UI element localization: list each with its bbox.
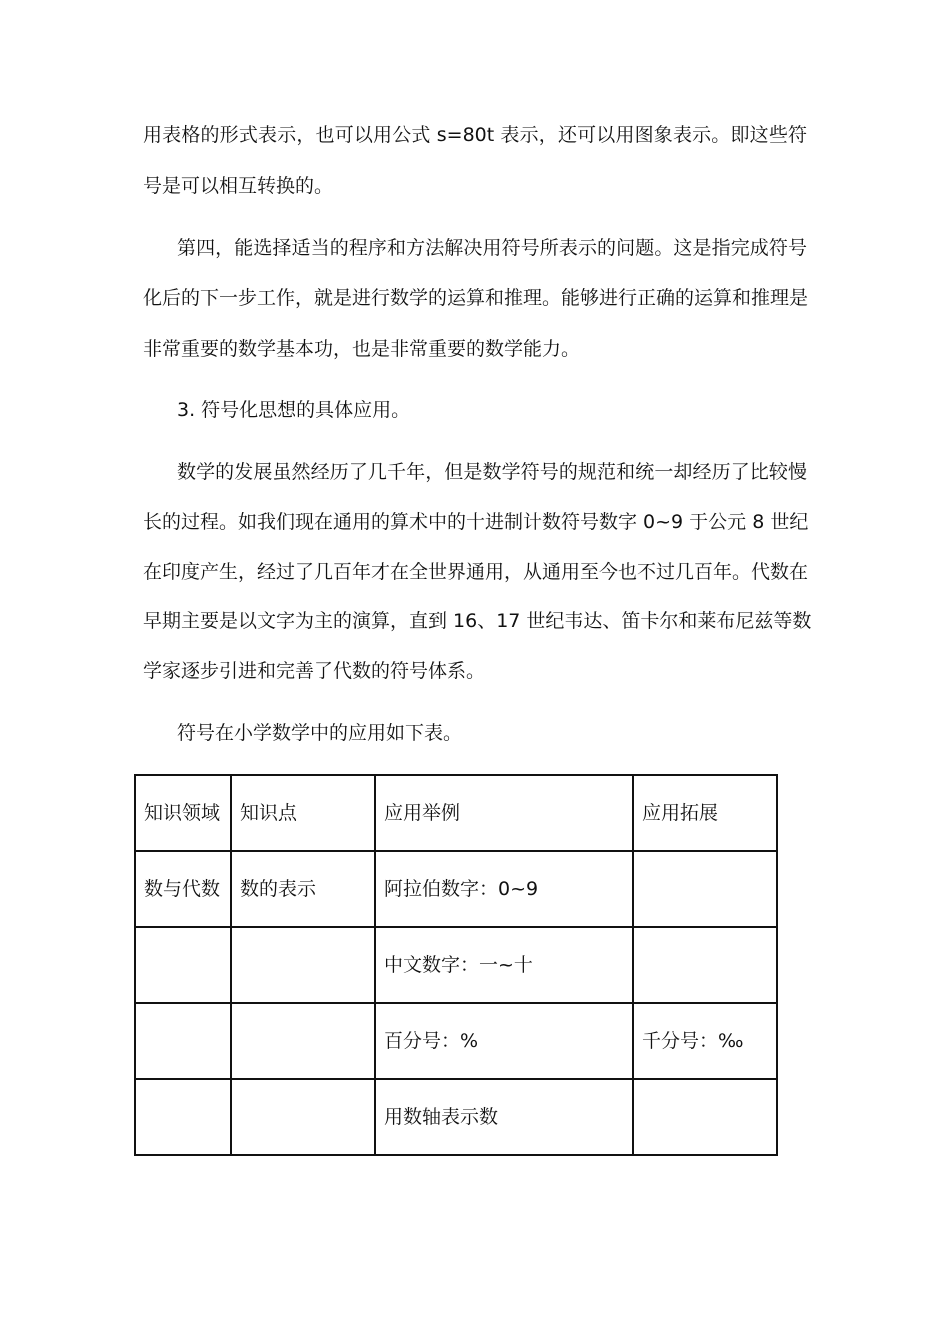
paragraph-line: 第四，能选择适当的程序和方法解决用符号所表示的问题。这是指完成符号 <box>177 237 807 259</box>
table-header-row <box>135 775 777 851</box>
symbol-application-table <box>134 774 778 1156</box>
table-row <box>135 1079 777 1155</box>
paragraph-line: 早期主要是以文字为主的演算，直到 16、17 世纪韦达、笛卡尔和莱布尼兹等数 <box>143 610 812 632</box>
table-cell <box>633 927 777 1003</box>
paragraph-line: 用表格的形式表示，也可以用公式 s=80t 表示，还可以用图象表示。即这些符 <box>143 124 807 146</box>
table-header-cell: 应用拓展 <box>633 775 777 851</box>
table-cell <box>633 1079 777 1155</box>
paragraph-line: 符号在小学数学中的应用如下表。 <box>177 722 463 744</box>
table-cell: 数的表示 <box>231 851 375 927</box>
table-header-cell: 知识领域 <box>135 775 231 851</box>
table-cell: 用数轴表示数 <box>375 1079 633 1155</box>
table-cell: 中文数字：一~十 <box>375 927 633 1003</box>
table-cell <box>135 927 231 1003</box>
table-row <box>135 851 777 927</box>
table-cell: 阿拉伯数字：0~9 <box>375 851 633 927</box>
paragraph-line: 化后的下一步工作，就是进行数学的运算和推理。能够进行正确的运算和推理是 <box>143 287 809 309</box>
table-cell <box>231 1003 375 1079</box>
table-header-cell: 应用举例 <box>375 775 633 851</box>
paragraph-line: 数学的发展虽然经历了几千年，但是数学符号的规范和统一却经历了比较慢 <box>177 461 807 483</box>
paragraph-line: 号是可以相互转换的。 <box>143 175 334 197</box>
table-cell: 数与代数 <box>135 851 231 927</box>
table-header-cell: 知识点 <box>231 775 375 851</box>
table-cell <box>231 927 375 1003</box>
table-row <box>135 1003 777 1079</box>
paragraph-line: 在印度产生，经过了几百年才在全世界通用，从通用至今也不过几百年。代数在 <box>143 561 809 583</box>
paragraph-line: 非常重要的数学基本功，也是非常重要的数学能力。 <box>143 338 581 360</box>
table-cell: 百分号：% <box>375 1003 633 1079</box>
table-cell: 千分号：‰ <box>633 1003 777 1079</box>
section-heading: 3. 符号化思想的具体应用。 <box>177 399 411 421</box>
paragraph-line: 学家逐步引进和完善了代数的符号体系。 <box>143 660 486 682</box>
paragraph-line: 长的过程。如我们现在通用的算术中的十进制计数符号数字 0~9 于公元 8 世纪 <box>143 511 809 533</box>
table-cell <box>633 851 777 927</box>
table-cell <box>135 1079 231 1155</box>
table-row <box>135 927 777 1003</box>
table-cell <box>135 1003 231 1079</box>
table-cell <box>231 1079 375 1155</box>
